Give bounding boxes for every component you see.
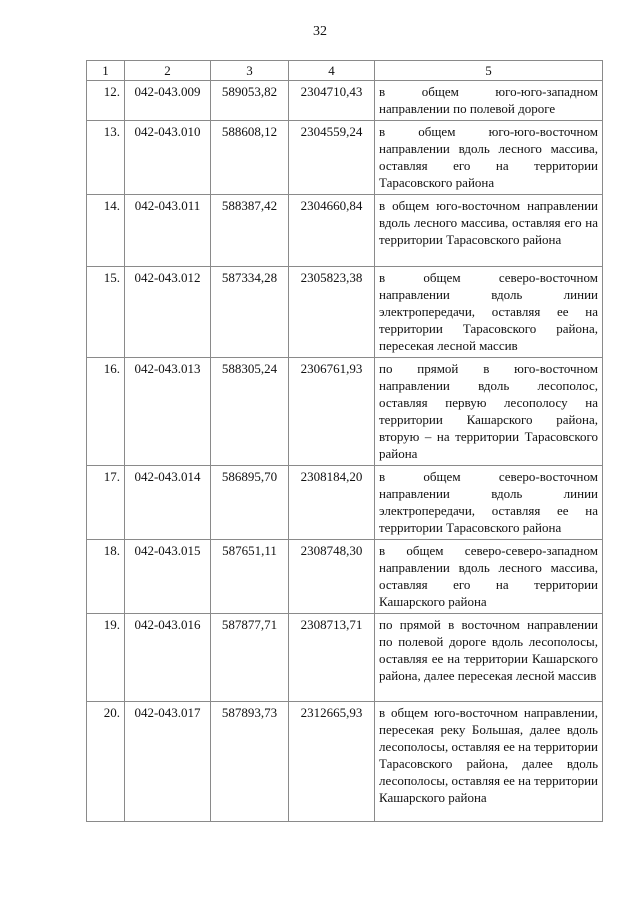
row-number: 19. xyxy=(87,614,125,702)
point-code: 042-043.012 xyxy=(125,267,211,358)
coordinate-y: 2304710,43 xyxy=(289,81,375,121)
row-number: 18. xyxy=(87,540,125,614)
boundary-description: в общем юго-восточном направлении, пересекая реку Большая, далее вдоль лесополосы, оставляя ее на территории Тарасовского района, далее вдоль лесополосы, оставляя ее на территории Кашарского района xyxy=(375,702,603,822)
table-body xyxy=(87,61,603,822)
row-number: 13. xyxy=(87,121,125,195)
point-code: 042-043.014 xyxy=(125,466,211,540)
row-number: 14. xyxy=(87,195,125,267)
row-number: 16. xyxy=(87,358,125,466)
boundary-description: в общем юго-юго-западном направлении по полевой дороге xyxy=(375,81,603,121)
table-row xyxy=(87,466,603,540)
coordinate-y: 2308184,20 xyxy=(289,466,375,540)
coordinate-x: 588387,42 xyxy=(211,195,289,267)
boundary-description: в общем северо-северо-западном направлении вдоль лесного массива, оставляя его на территории Кашарского района xyxy=(375,540,603,614)
table-row xyxy=(87,267,603,358)
table-row xyxy=(87,81,603,121)
coordinate-x: 588305,24 xyxy=(211,358,289,466)
coordinate-y: 2306761,93 xyxy=(289,358,375,466)
column-header: 2 xyxy=(125,61,211,81)
boundary-description: в общем юго-юго-восточном направлении вдоль лесного массива, оставляя его на территории Тарасовского района xyxy=(375,121,603,195)
table-row xyxy=(87,195,603,267)
coordinate-y: 2304559,24 xyxy=(289,121,375,195)
boundary-points-table xyxy=(86,60,603,822)
coordinate-x: 587877,71 xyxy=(211,614,289,702)
boundary-description: в общем северо-восточном направлении вдоль линии электропередачи, оставляя ее на территории Тарасовского района, пересекая лесной массив xyxy=(375,267,603,358)
coordinate-x: 587651,11 xyxy=(211,540,289,614)
coordinate-y: 2308713,71 xyxy=(289,614,375,702)
boundary-description: в общем северо-восточном направлении вдоль линии электропередачи, оставляя ее на территории Тарасовского района xyxy=(375,466,603,540)
boundary-description: по прямой в восточном направлении по полевой дороге вдоль лесополосы, оставляя ее на территории Кашарского района, далее пересекая лесной массив xyxy=(375,614,603,702)
coordinate-y: 2312665,93 xyxy=(289,702,375,822)
boundary-description: в общем юго-восточном направлении вдоль лесного массива, оставляя его на территории Тарасовского района xyxy=(375,195,603,267)
row-number: 17. xyxy=(87,466,125,540)
row-number: 20. xyxy=(87,702,125,822)
coordinate-y: 2304660,84 xyxy=(289,195,375,267)
coordinate-x: 587334,28 xyxy=(211,267,289,358)
coordinate-x: 586895,70 xyxy=(211,466,289,540)
point-code: 042-043.010 xyxy=(125,121,211,195)
row-number: 12. xyxy=(87,81,125,121)
point-code: 042-043.016 xyxy=(125,614,211,702)
table-row xyxy=(87,121,603,195)
coordinate-y: 2305823,38 xyxy=(289,267,375,358)
coordinate-x: 588608,12 xyxy=(211,121,289,195)
coordinate-x: 587893,73 xyxy=(211,702,289,822)
table-row xyxy=(87,358,603,466)
point-code: 042-043.017 xyxy=(125,702,211,822)
column-header: 4 xyxy=(289,61,375,81)
table-header-row xyxy=(87,61,603,81)
column-header: 5 xyxy=(375,61,603,81)
page-number: 32 xyxy=(313,24,327,39)
point-code: 042-043.009 xyxy=(125,81,211,121)
point-code: 042-043.011 xyxy=(125,195,211,267)
table-row xyxy=(87,540,603,614)
coordinate-x: 589053,82 xyxy=(211,81,289,121)
point-code: 042-043.015 xyxy=(125,540,211,614)
point-code: 042-043.013 xyxy=(125,358,211,466)
column-header: 3 xyxy=(211,61,289,81)
row-number: 15. xyxy=(87,267,125,358)
table-row xyxy=(87,614,603,702)
coordinate-y: 2308748,30 xyxy=(289,540,375,614)
column-header: 1 xyxy=(87,61,125,81)
table-row xyxy=(87,702,603,822)
boundary-description: по прямой в юго-восточном направлении вдоль лесополос, оставляя первую лесополосу на территории Кашарского района, вторую – на территории Тарасовского района xyxy=(375,358,603,466)
